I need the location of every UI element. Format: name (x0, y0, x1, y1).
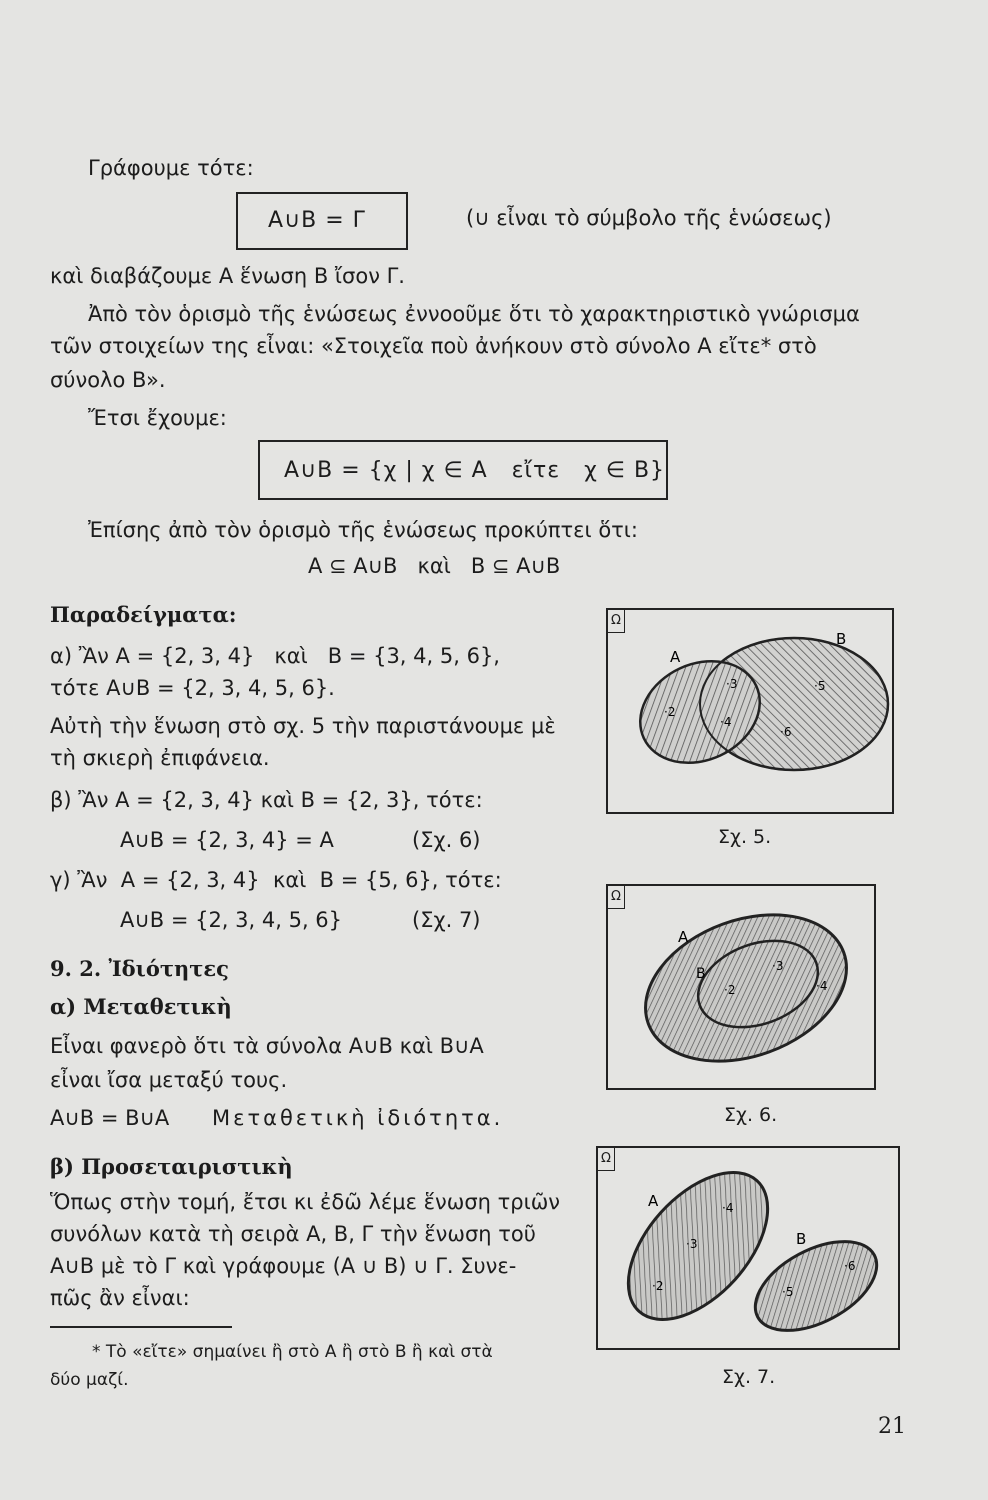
element-label: ·3 (726, 677, 738, 691)
element-label: ·5 (782, 1285, 794, 1299)
element-label: ·3 (686, 1237, 698, 1251)
footnote-rule (50, 1326, 232, 1328)
set-b-ellipse (741, 1223, 891, 1348)
set-b-label: B (836, 630, 847, 648)
text-line: Ἐπίσης ἀπὸ τὸν ὁρισμὸ τῆς ἑνώσεως προκύπτει ὅτι: (88, 518, 638, 542)
set-b-label: B (696, 966, 706, 982)
text-line: Ἔτσι ἔχουμε: (88, 406, 227, 430)
example-a-line: Αὐτὴ τὴν ἕνωση στὸ σχ. 5 τὴν παριστάνουμε μὲ (50, 714, 556, 738)
text-line: συνόλων κατὰ τὴ σειρὰ A, B, Γ τὴν ἕνωση τοῦ (50, 1222, 536, 1246)
example-c-formula: A∪B = {2, 3, 4, 5, 6} (120, 908, 343, 932)
example-a-line: α) Ἂν A = {2, 3, 4} καὶ B = {3, 4, 5, 6}, (50, 644, 500, 668)
examples-heading: Παραδείγματα: (50, 602, 237, 627)
example-c-line: γ) Ἂν A = {2, 3, 4} καὶ B = {5, 6}, τότε: (50, 868, 502, 892)
text-line: εἶναι ἴσα μεταξύ τους. (50, 1068, 288, 1092)
figure-7-caption: Σχ. 7. (722, 1366, 776, 1388)
element-label: ·6 (780, 725, 792, 739)
element-label: ·4 (722, 1201, 734, 1215)
union-definition-box (236, 192, 408, 250)
example-b-line: β) Ἂν A = {2, 3, 4} καὶ B = {2, 3}, τότε: (50, 788, 483, 812)
element-label: ·4 (816, 979, 828, 993)
text-line: τῶν στοιχείων της εἶναι: «Στοιχεῖα ποὺ ἀνήκουν στὸ σύνολο A εἴτε* στὸ (50, 334, 817, 358)
union-symbol-note: (∪ εἶναι τὸ σύμβολο τῆς ἑνώσεως) (466, 206, 832, 230)
set-a-label: A (678, 928, 689, 946)
figure-5-caption: Σχ. 5. (718, 826, 772, 848)
set-b-label: B (796, 1230, 807, 1248)
footnote: * Τὸ «εἴτε» σημαίνει ἢ στὸ A ἢ στὸ B ἢ καὶ στὰ (92, 1342, 493, 1362)
subset-relations: A ⊆ A∪B καὶ B ⊆ A∪B (308, 554, 561, 578)
text-line: A∪B μὲ τὸ Γ καὶ γράφουμε (A ∪ B) ∪ Γ. Συνε- (50, 1254, 517, 1278)
universe-omega-label: Ω (608, 886, 625, 909)
text-line: καὶ διαβάζουμε A ἕνωση B ἴσον Γ. (50, 264, 405, 288)
set-a-ellipse (625, 889, 867, 1088)
intro-line: Γράφουμε τότε: (88, 156, 254, 180)
set-a-label: A (670, 648, 681, 666)
figure-5-diagram (608, 610, 892, 812)
union-set-builder-box (258, 440, 668, 500)
example-b-formula: A∪B = {2, 3, 4} = A (120, 828, 334, 852)
figure-5-venn (606, 608, 894, 814)
text-line: σύνολο B». (50, 368, 166, 392)
example-c-ref: (Σχ. 7) (412, 908, 481, 932)
example-a-line: τὴ σκιερὴ ἐπιφάνεια. (50, 746, 270, 770)
element-label: ·2 (652, 1279, 664, 1293)
example-b-ref: (Σχ. 6) (412, 828, 481, 852)
figure-7-diagram (598, 1148, 898, 1348)
footnote: δύο μαζί. (50, 1370, 129, 1390)
text-line: Ἀπὸ τὸν ὁρισμὸ τῆς ἑνώσεως ἐννοοῦμε ὅτι τὸ χαρακτηριστικὸ γνώρισμα (88, 302, 860, 326)
universe-omega-label: Ω (598, 1148, 615, 1171)
commutative-label: Μεταθετικὴ ἰδιότητα. (212, 1106, 504, 1130)
figure-6-venn (606, 884, 876, 1090)
section-heading: 9. 2. Ἰδιότητες (50, 956, 229, 981)
element-label: ·2 (664, 705, 676, 719)
element-label: ·6 (844, 1259, 856, 1273)
text-line: Ὅπως στὴν τομή, ἔτσι κι ἐδῶ λέμε ἕνωση τριῶν (50, 1190, 561, 1214)
page-number: 21 (878, 1414, 906, 1439)
subsection-associative: β) Προσεταιριστικὴ (50, 1154, 293, 1179)
figure-6-caption: Σχ. 6. (724, 1104, 778, 1126)
example-a-line: τότε A∪B = {2, 3, 4, 5, 6}. (50, 676, 335, 700)
text-line: Εἶναι φανερὸ ὅτι τὰ σύνολα A∪B καὶ B∪A (50, 1034, 484, 1058)
set-builder-formula: A∪B = {χ | χ ∈ A εἴτε χ ∈ B} (284, 458, 666, 483)
set-a-label: A (648, 1192, 659, 1210)
element-label: ·3 (772, 959, 784, 973)
commutative-formula: A∪B = B∪A (50, 1106, 170, 1130)
subsection-commutative: α) Μεταθετικὴ (50, 994, 232, 1019)
element-label: ·4 (720, 715, 732, 729)
figure-7-venn (596, 1146, 900, 1350)
text-line: πῶς ἂν εἶναι: (50, 1286, 190, 1310)
figure-6-diagram (608, 886, 874, 1088)
universe-omega-label: Ω (608, 610, 625, 633)
element-label: ·5 (814, 679, 826, 693)
element-label: ·2 (724, 983, 736, 997)
union-formula: A∪B = Γ (268, 208, 366, 233)
